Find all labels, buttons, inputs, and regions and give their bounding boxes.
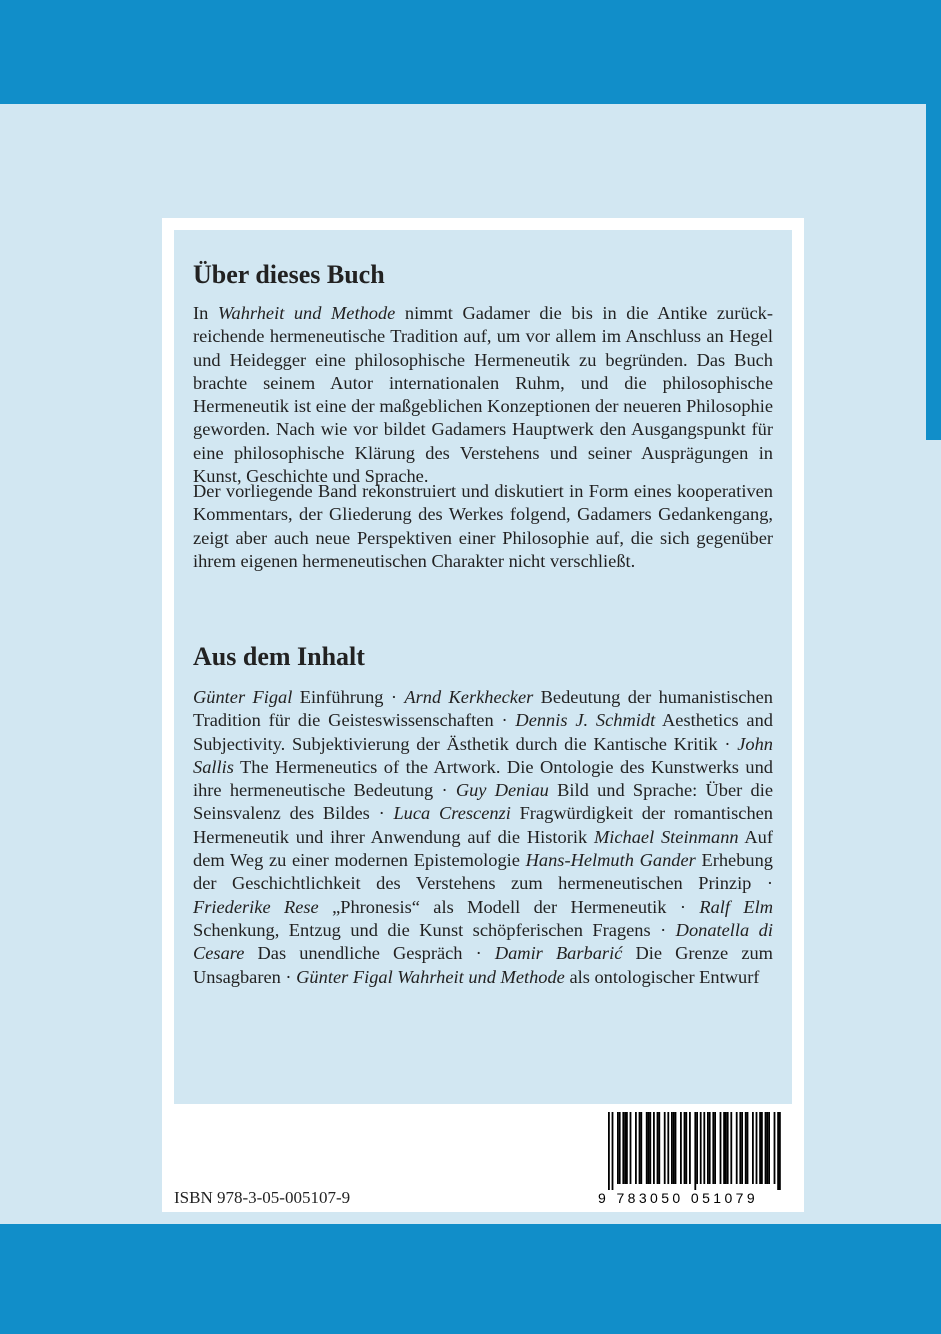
- barcode-bar: [667, 1112, 669, 1184]
- contents-title: The Hermeneutics of the Artwork. Die Ontologie des Kunstwerks und ihre hermeneutische Bedeutung ·: [193, 756, 773, 801]
- contents-title: Schenkung, Entzug und die Kunst schöpferischen Fragens ·: [193, 919, 676, 940]
- contents-title: Fragwürdigkeit der romantischen Hermeneutik und ihrer Anwendung auf die Historik: [193, 803, 773, 847]
- barcode-bar: [685, 1112, 687, 1184]
- barcode-bar: [612, 1112, 614, 1190]
- barcode-bar: [747, 1112, 749, 1184]
- book-title: Wahrheit und Methode: [217, 303, 396, 323]
- contents-title: als ontologischer Entwurf: [564, 966, 760, 987]
- barcode-bar: [756, 1112, 758, 1184]
- barcode-bar: [759, 1112, 761, 1184]
- barcode-bar: [630, 1112, 632, 1184]
- barcode-bar: [622, 1112, 624, 1184]
- barcode: [598, 1106, 788, 1210]
- barcode-bar: [649, 1112, 651, 1184]
- isbn-text: ISBN 978-3-05-005107-9: [174, 1188, 351, 1207]
- barcode-bar: [684, 1112, 686, 1184]
- barcode-bar: [657, 1112, 659, 1184]
- barcode-bar: [730, 1112, 732, 1184]
- barcode-bar: [619, 1112, 621, 1184]
- barcode-bars: [598, 1106, 788, 1190]
- barcode-bar: [777, 1112, 779, 1190]
- barcode-bar: [703, 1112, 705, 1184]
- contents-author: Arnd Kerkhecker: [404, 687, 534, 707]
- barcode-bar: [689, 1112, 691, 1184]
- barcode-bar: [709, 1112, 711, 1184]
- barcode-bar: [653, 1112, 655, 1184]
- contents-author: Michael Steinmann: [593, 826, 739, 847]
- barcode-bar: [608, 1112, 610, 1190]
- contents-title: Einführung ·: [292, 687, 405, 707]
- contents-title: Bedeutung der humanistischen Tradition für die Geisteswissenschaften ·: [193, 687, 773, 731]
- contents-author: Dennis J. Schmidt: [515, 710, 656, 731]
- about-heading: Über dieses Buch: [193, 260, 385, 289]
- barcode-bar: [779, 1112, 781, 1190]
- barcode-bar: [675, 1112, 677, 1184]
- barcode-bar: [646, 1112, 648, 1184]
- barcode-bar: [624, 1112, 626, 1184]
- barcode-bar: [761, 1112, 763, 1184]
- about-intro: In: [193, 303, 218, 323]
- contents-author: Damir Barbarić: [494, 943, 623, 964]
- barcode-bar: [639, 1112, 641, 1184]
- contents-heading: Aus dem Inhalt: [193, 642, 365, 671]
- barcode-bar: [671, 1112, 673, 1184]
- text-panel: [174, 230, 792, 1104]
- barcode-bar: [741, 1112, 743, 1184]
- barcode-bar: [725, 1112, 727, 1184]
- contents-list: [193, 686, 773, 989]
- barcode-bar: [765, 1112, 767, 1184]
- barcode-bar: [745, 1112, 747, 1184]
- contents-title: Das unendliche Gespräch ·: [244, 943, 495, 964]
- contents-author: John Sallis: [193, 733, 773, 777]
- contents-title: Aesthetics and Subjectivity. Subjektivierung der Ästhetik durch die Kantische Kritik ·: [193, 710, 773, 754]
- barcode-bar: [680, 1112, 682, 1184]
- barcode-bar: [736, 1112, 738, 1184]
- barcode-number: 9 783050 051079: [598, 1190, 758, 1206]
- barcode-bar: [720, 1112, 722, 1184]
- barcode-bar: [658, 1112, 660, 1184]
- contents-author: Ralf Elm: [699, 896, 773, 917]
- barcode-bar: [696, 1112, 698, 1184]
- barcode-bar: [774, 1112, 776, 1184]
- contents-author: Luca Crescenzi: [393, 803, 511, 824]
- contents-author: Günter Figal: [193, 687, 293, 707]
- barcode-bar: [739, 1112, 741, 1184]
- barcode-bar: [694, 1112, 696, 1190]
- barcode-bar: [766, 1112, 768, 1184]
- contents-author: Hans-Helmuth Gander: [525, 850, 696, 871]
- barcode-bar: [712, 1112, 714, 1184]
- contents-author: Guy Deniau: [455, 780, 549, 801]
- barcode-bar: [700, 1112, 702, 1184]
- barcode-bar: [707, 1112, 709, 1184]
- contents-title: Auf dem Weg zu einer modernen Epistemologie: [193, 826, 773, 871]
- barcode-bar: [768, 1112, 770, 1184]
- bottom-color-band: [0, 1224, 941, 1334]
- barcode-bar: [626, 1112, 628, 1184]
- about-text: nimmt Gadamer die bis in die Antike zurückreichende hermeneutische Tradition auf, um vor allem im Anschluss an Hegel und Heidegger eine philosophische Hermeneutik zu begründen. Das Buch brachte seinem Autor internationalen Ruhm, und die philosophische Hermeneutik ist eine der maßgeblichen Konzeptionen der neueren Philosophie geworden. Nach wie vor bildet Gadamers Hauptwerk den Ausgangspunkt für eine philosophische Klärung des Verstehens und seiner Ausprägungen in Kunst, Geschichte und Sprache.: [193, 303, 774, 487]
- about-paragraph: [193, 302, 773, 488]
- about-paragraph-2: Der vorliegende Band rekonstruiert und diskutiert in Form eines kooperativen Kommentars, der Gliederung des Werkes folgend, Gadamers Gedankengang, zeigt aber auch neue Perspektiven einer Philosophie auf, die sich gegenüber ihrem eigenen hermeneutischen Charakter nicht verschließt.: [193, 481, 773, 571]
- contents-author: Donatella di Cesare: [193, 919, 773, 964]
- barcode-bar: [714, 1112, 716, 1184]
- barcode-bar: [723, 1112, 725, 1184]
- barcode-bar: [664, 1112, 666, 1184]
- contents-title: Die Grenze zum Unsagbaren ·: [193, 943, 773, 987]
- barcode-bar: [617, 1112, 619, 1184]
- barcode-bar: [752, 1112, 754, 1184]
- contents-title: „Phronesis“ als Modell der Hermeneutik ·: [318, 896, 700, 917]
- contents-title: Bild und Sprache: Über die Seinsvalenz des Bildes ·: [193, 780, 773, 824]
- barcode-bar: [635, 1112, 637, 1184]
- barcode-bar: [640, 1112, 642, 1184]
- contents-author: Friederike Rese: [193, 896, 319, 917]
- barcode-bar: [648, 1112, 650, 1184]
- right-color-band: [926, 104, 941, 440]
- contents-title: Erhebung der Geschichtlichkeit des Verstehens zum hermeneutischen Prinzip ·: [193, 850, 773, 894]
- barcode-bar: [673, 1112, 675, 1184]
- contents-author: Günter Figal Wahrheit und Methode: [296, 966, 565, 987]
- barcode-bar: [727, 1112, 729, 1184]
- back-cover-frame: [162, 218, 804, 1212]
- top-color-band: [0, 0, 941, 104]
